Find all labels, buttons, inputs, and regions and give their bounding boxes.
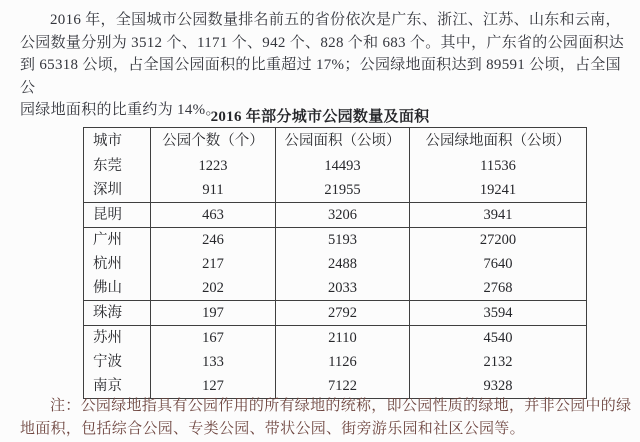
cell-city: 宁波 [84, 350, 151, 374]
cell-park-area: 2033 [276, 276, 410, 301]
footnote-line: 地面积，包括综合公园、专类公园、带状公园、街旁游乐园和社区公园等。 [20, 420, 525, 437]
cell-city: 东莞 [84, 154, 151, 178]
cell-green-area: 7640 [410, 252, 587, 276]
footnote-line: 注：公园绿地指具有公园作用的所有绿地的统称，即公园性质的绿地，并非公园中的绿 [50, 398, 632, 414]
cell-park-area: 7122 [276, 374, 410, 399]
table-row-suzhou [84, 326, 587, 351]
cell-city: 珠海 [84, 301, 151, 326]
column-header-green-area: 公园绿地面积（公顷） [410, 128, 587, 155]
cell-park-count: 133 [151, 350, 276, 374]
cell-city: 苏州 [84, 326, 151, 351]
cell-park-area: 21955 [276, 178, 410, 203]
cell-city: 南京 [84, 374, 151, 399]
table-row-shenzhen [84, 178, 587, 203]
intro-line: 2016 年，全国城市公园数量排名前五的省份依次是广东、浙江、江苏、山东和云南， [50, 12, 621, 28]
cell-park-count: 167 [151, 326, 276, 351]
cell-green-area: 19241 [410, 178, 587, 203]
table-row-guangzhou [84, 228, 587, 253]
cell-green-area: 2768 [410, 276, 587, 301]
intro-line: 园绿地面积的比重约为 14%。 [20, 102, 221, 118]
column-header-park-count: 公园个数（个） [151, 128, 276, 155]
table-header-row [84, 128, 587, 155]
city-parks-table [83, 127, 587, 399]
table-row-ningbo [84, 350, 587, 374]
cell-park-count: 911 [151, 178, 276, 203]
cell-city: 杭州 [84, 252, 151, 276]
table-row-kunming [84, 203, 587, 228]
cell-green-area: 3941 [410, 203, 587, 228]
cell-city: 昆明 [84, 203, 151, 228]
cell-green-area: 3594 [410, 301, 587, 326]
cell-park-area: 3206 [276, 203, 410, 228]
cell-park-area: 5193 [276, 228, 410, 253]
cell-park-count: 463 [151, 203, 276, 228]
table-title: 2016 年部分城市公园数量及面积 [210, 109, 430, 125]
table-row-dongguan [84, 154, 587, 178]
table-row-zhuhai [84, 301, 587, 326]
cell-park-area: 2110 [276, 326, 410, 351]
table-row-hangzhou [84, 252, 587, 276]
cell-park-count: 217 [151, 252, 276, 276]
cell-green-area: 11536 [410, 154, 587, 178]
cell-park-count: 1223 [151, 154, 276, 178]
intro-line: 到 65318 公顷，占全国公园面积的比重超过 17%；公园绿地面积达到 89591 公顷，占全国公 [20, 57, 621, 96]
cell-city: 佛山 [84, 276, 151, 301]
cell-city: 广州 [84, 228, 151, 253]
column-header-city: 城市 [84, 128, 151, 155]
cell-park-count: 246 [151, 228, 276, 253]
intro-line: 公园数量分别为 3512 个、1171 个、942 个、828 个和 683 个。其中，广东省的公园面积达 [20, 34, 625, 51]
cell-city: 深圳 [84, 178, 151, 203]
cell-park-area: 1126 [276, 350, 410, 374]
footnote [20, 395, 632, 440]
column-header-park-area: 公园面积（公顷） [276, 128, 410, 155]
cell-green-area: 27200 [410, 228, 587, 253]
cell-green-area: 9328 [410, 374, 587, 399]
cell-park-count: 202 [151, 276, 276, 301]
cell-park-area: 2488 [276, 252, 410, 276]
cell-green-area: 4540 [410, 326, 587, 351]
cell-park-count: 127 [151, 374, 276, 399]
cell-park-area: 2792 [276, 301, 410, 326]
table-row-foshan [84, 276, 587, 301]
cell-park-count: 197 [151, 301, 276, 326]
cell-green-area: 2132 [410, 350, 587, 374]
cell-park-area: 14493 [276, 154, 410, 178]
